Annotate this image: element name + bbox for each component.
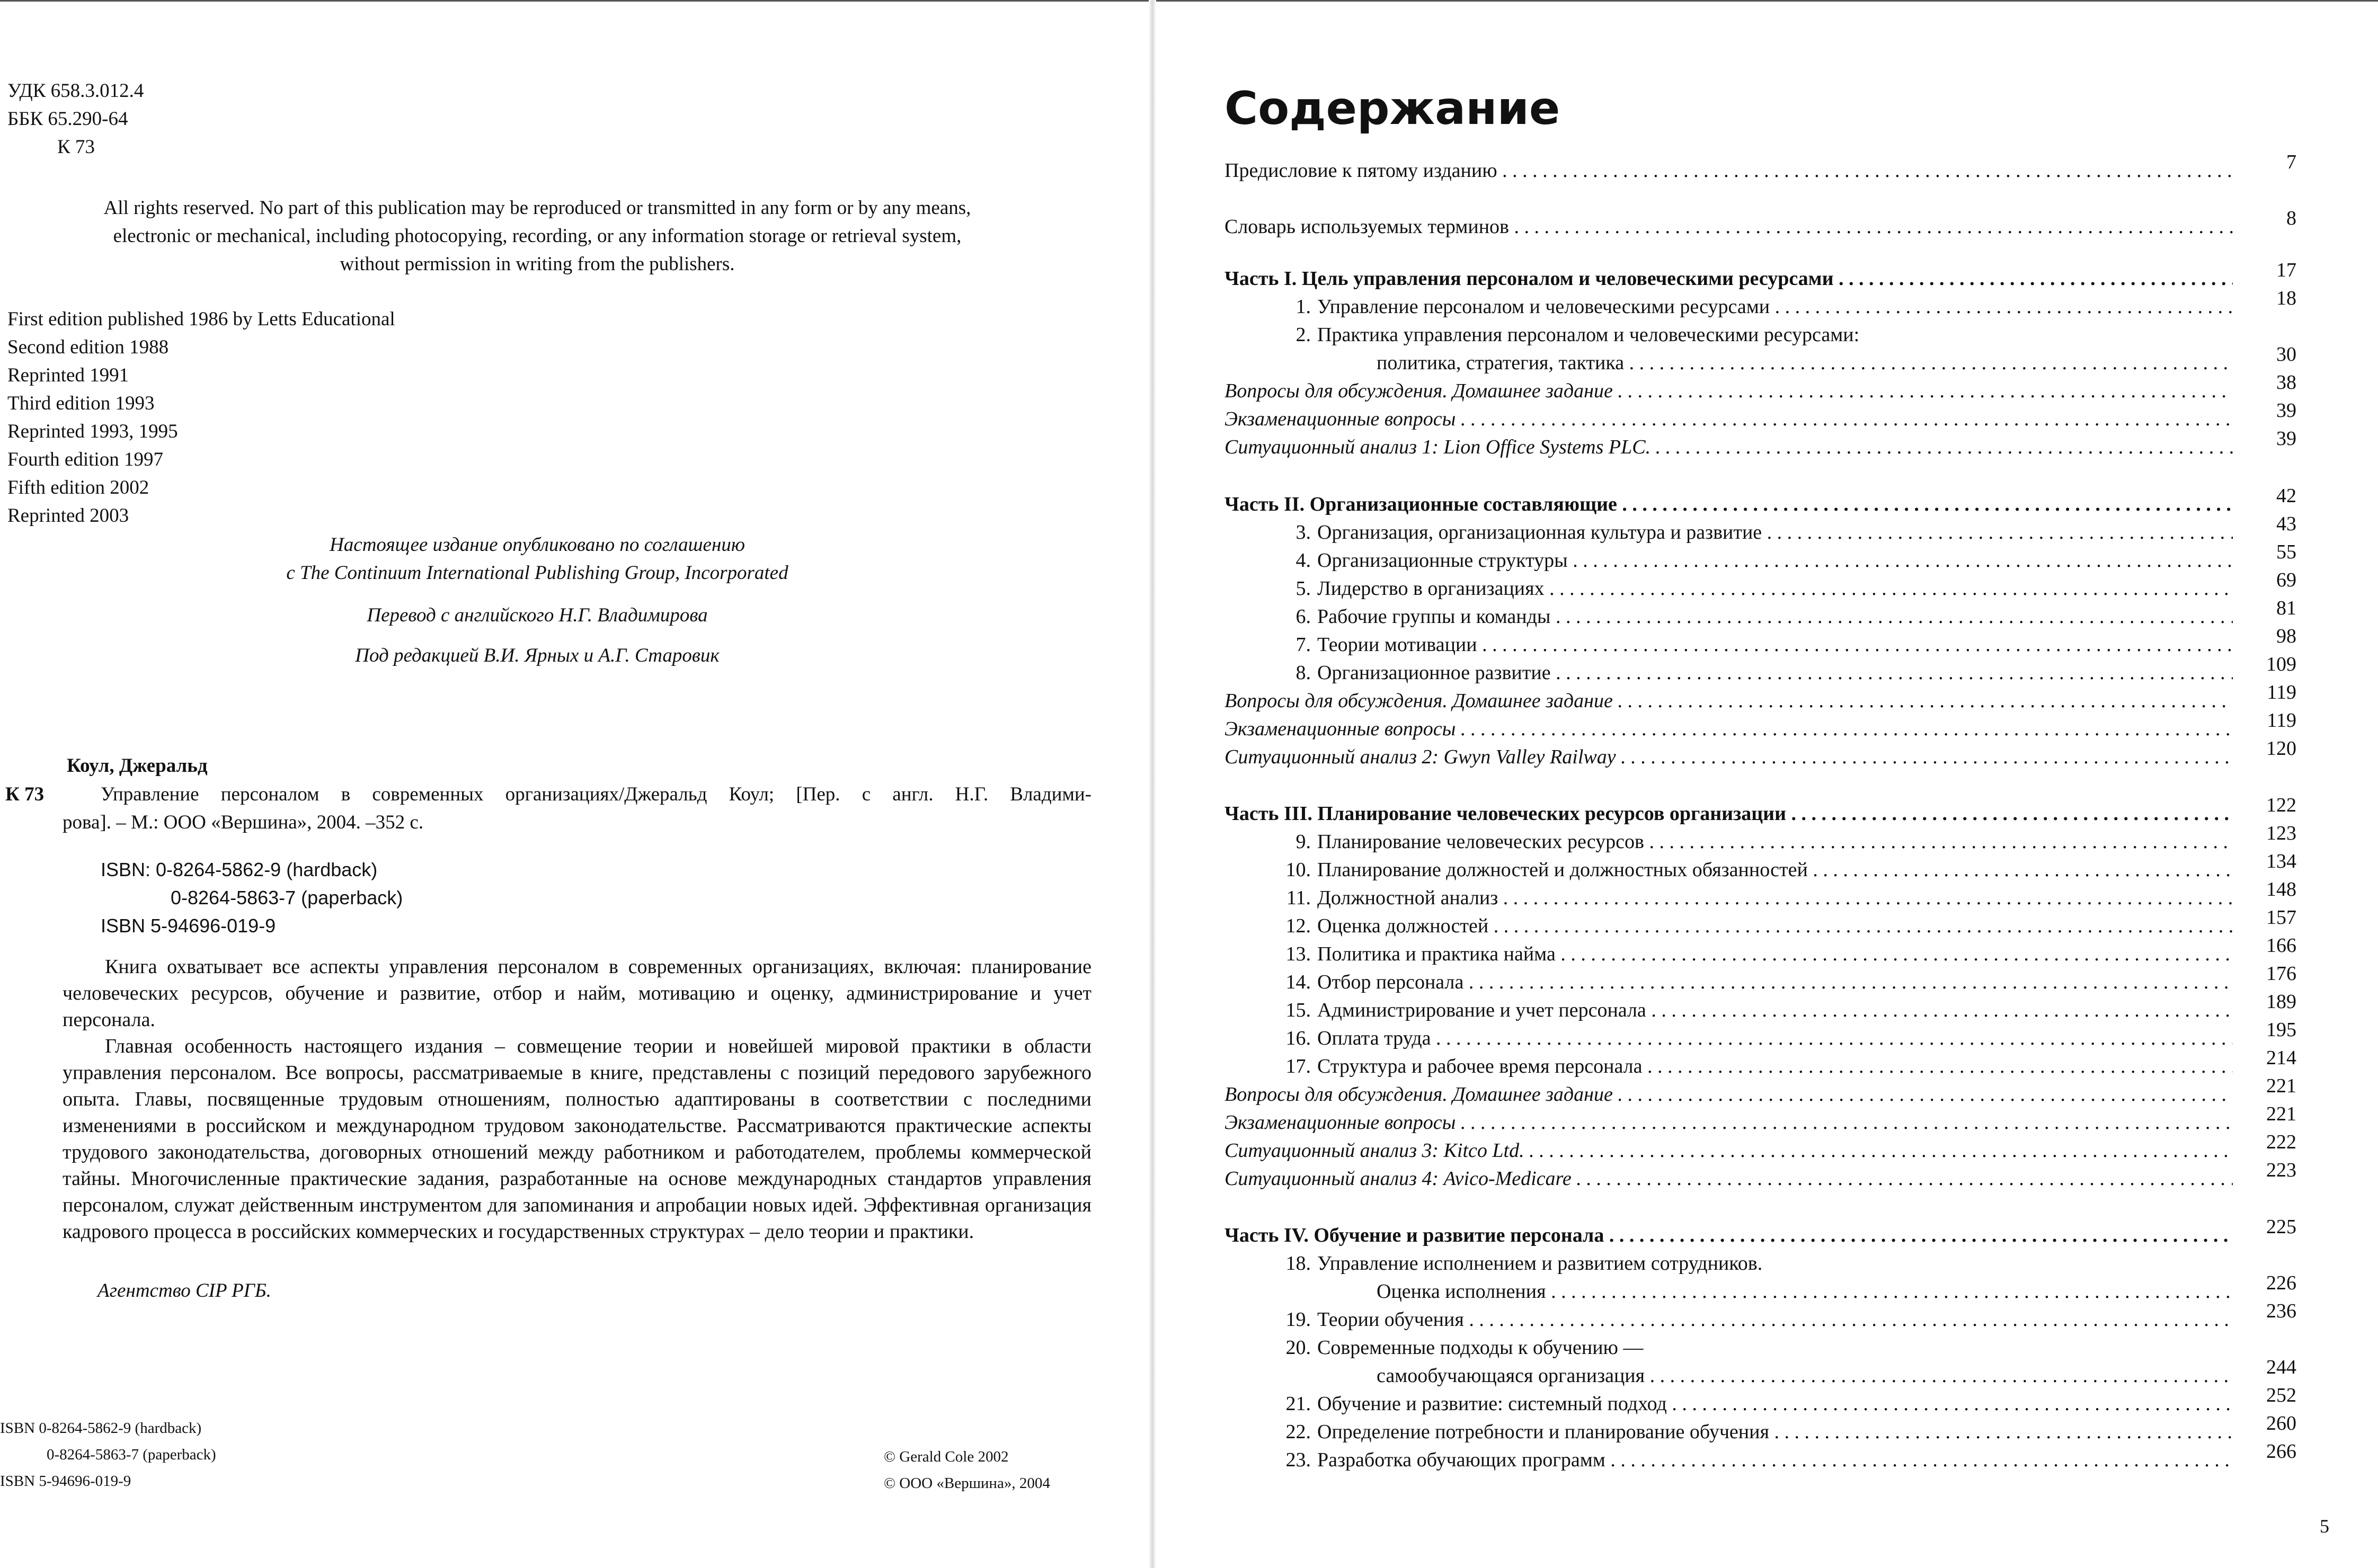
toc-entry-text <box>1225 1137 2233 1165</box>
toc-part <box>1225 259 2296 293</box>
bottom-isbn: 0-8264-5863-7 (paperback) <box>47 1446 216 1463</box>
toc-entry <box>1225 541 2296 575</box>
toc-entry-text <box>1225 157 2233 185</box>
toc-entry-title: самообучающаяся организация <box>1377 1365 1645 1387</box>
toc-entry <box>1225 1334 2296 1362</box>
toc-entry-number: 17. <box>1285 1055 1311 1077</box>
toc-entry-text <box>1225 575 2233 603</box>
editors-line: Под редакцией В.И. Ярных и А.Г. Старовик <box>355 645 720 666</box>
toc-entry-title: Ситуационный анализ 1: Lion Office Systems PLC. <box>1225 436 1651 458</box>
toc-entry <box>1225 934 2296 968</box>
toc-entry <box>1225 321 2296 349</box>
toc-entry-number: 20. <box>1285 1337 1311 1359</box>
toc-entry-text <box>1225 1390 2233 1418</box>
toc-entry <box>1225 822 2296 856</box>
toc-entry-number: 21. <box>1285 1393 1311 1415</box>
toc-section <box>1225 371 2296 405</box>
toc-entry-title: Обучение и развитие: системный подход <box>1317 1393 1667 1415</box>
toc-entry-title: Оценка исполнения <box>1377 1280 1546 1303</box>
toc-part <box>1225 485 2296 519</box>
toc-entry-title: Разработка обучающих программ <box>1317 1449 1605 1471</box>
toc-entry-text <box>1225 1081 2233 1109</box>
toc-entry-text <box>1225 828 2233 856</box>
toc-entry <box>1225 963 2296 996</box>
toc-entry-number: 3. <box>1296 521 1311 544</box>
toc-entry <box>1225 287 2296 321</box>
toc-entry-text <box>1225 377 2233 405</box>
edition-line: Reprinted 2003 <box>7 505 129 527</box>
toc-entry-text <box>1225 1334 2296 1362</box>
toc-entry-number: 13. <box>1285 943 1311 965</box>
toc-page-number: 214 <box>2266 1047 2296 1069</box>
toc-entry-title: Оценка должностей <box>1317 915 1489 937</box>
toc-entry-number: 12. <box>1285 915 1311 937</box>
toc-page-number: 166 <box>2266 934 2296 957</box>
toc-entry-title: Современные подходы к обучению — <box>1317 1337 1644 1359</box>
toc-section <box>1225 737 2296 771</box>
toc-entry <box>1225 1250 2296 1278</box>
toc-entry-number: 5. <box>1296 577 1311 600</box>
toc-entry-title: Должностной анализ <box>1317 887 1498 909</box>
toc-page-number: 122 <box>2266 794 2296 816</box>
toc-entry-text <box>1225 1250 2296 1278</box>
toc-entry-text <box>1225 321 2296 349</box>
copyright-line: © Gerald Cole 2002 <box>884 1448 1009 1465</box>
toc-entry <box>1225 1440 2296 1474</box>
toc-page-number: 157 <box>2266 906 2296 929</box>
toc-entry-text <box>1225 800 2233 828</box>
agreement-line: Настоящее издание опубликовано по соглашению <box>330 534 745 556</box>
toc-entry-title: Практика управления персоналом и человеческими ресурсами: <box>1317 324 1860 346</box>
toc-entry-title: Отбор персонала <box>1317 971 1464 993</box>
toc-entry <box>1225 1300 2296 1334</box>
toc-entry <box>1225 343 2296 377</box>
toc-page-number: 42 <box>2276 485 2296 507</box>
toc-page-number: 7 <box>2286 151 2296 173</box>
toc-page-number: 39 <box>2276 427 2296 450</box>
toc-entry <box>1225 1019 2296 1053</box>
toc-entry-title: Управление исполнением и развитием сотрудников. <box>1317 1252 1763 1275</box>
author-heading: Коул, Джеральд <box>67 755 208 777</box>
toc-entry-text <box>1225 603 2233 631</box>
toc-entry-text <box>1225 1306 2233 1334</box>
toc-page-number: 81 <box>2276 597 2296 619</box>
toc-page-number: 69 <box>2276 569 2296 591</box>
toc-section <box>1225 399 2296 433</box>
toc-entry-text <box>1225 519 2233 547</box>
toc-entry-number: 16. <box>1285 1027 1311 1049</box>
toc-entry-title: Ситуационный анализ 4: Avico-Medicare <box>1225 1168 1572 1190</box>
contents-page <box>1155 0 2378 1568</box>
toc-page-number: 225 <box>2266 1216 2296 1238</box>
toc-entry-title: Вопросы для обсуждения. Домашнее задание <box>1225 690 1613 712</box>
page-number: 5 <box>2320 1516 2329 1537</box>
page-title: Содержание <box>1225 82 1560 135</box>
udk-line: УДК 658.3.012.4 <box>7 80 144 102</box>
toc-page-number: 176 <box>2266 963 2296 985</box>
agency-line: Агентство CIP РГБ. <box>97 1280 271 1302</box>
rights-line: without permission in writing from the publishers. <box>340 253 735 275</box>
toc-page-number: 195 <box>2266 1019 2296 1041</box>
toc-entry <box>1225 1272 2296 1306</box>
toc-page-number: 260 <box>2266 1412 2296 1435</box>
toc-section <box>1225 681 2296 715</box>
toc-page-number: 221 <box>2266 1103 2296 1125</box>
toc-entry-text <box>1225 1418 2233 1446</box>
toc-entry-number: 11. <box>1286 887 1311 909</box>
toc-page-number: 30 <box>2276 343 2296 366</box>
toc-entry-text <box>1225 940 2233 968</box>
toc-entry-title: Предисловие к пятому изданию <box>1225 159 1497 182</box>
toc-page-number: 244 <box>2266 1356 2296 1378</box>
toc-section <box>1225 1075 2296 1109</box>
toc-entry-title: Организация, организационная культура и развитие <box>1317 521 1762 544</box>
toc-page-number: 189 <box>2266 991 2296 1013</box>
toc-entry-number: 1. <box>1296 296 1311 318</box>
toc-entry-title: Часть III. Планирование человеческих ресурсов организации <box>1225 803 1786 825</box>
toc-entry-number: 23. <box>1285 1449 1311 1471</box>
toc-entry <box>1225 1412 2296 1446</box>
toc-entry-text <box>1225 856 2233 884</box>
toc-entry-title: Теории обучения <box>1317 1308 1464 1331</box>
toc-entry-number: 9. <box>1296 831 1311 853</box>
toc-entry-title: Часть I. Цель управления персоналом и человеческими ресурсами <box>1225 268 1834 290</box>
bib-line: Управление персоналом в современных организациях/Джеральд Коул; [Пер. с англ. Н.Г. Владими- <box>101 783 1092 805</box>
toc-section <box>1225 1103 2296 1137</box>
translator-line: Перевод с английского Н.Г. Владимирова <box>367 604 708 626</box>
toc-entry <box>1225 653 2296 687</box>
toc-entry-title: Экзаменационные вопросы <box>1225 408 1456 430</box>
toc-page-number: 222 <box>2266 1131 2296 1153</box>
toc-entry-title: Экзаменационные вопросы <box>1225 1111 1456 1134</box>
edition-line: First edition published 1986 by Letts Educational <box>7 308 395 330</box>
toc-entry-text <box>1225 1362 2233 1390</box>
toc-entry-number: 2. <box>1296 324 1311 346</box>
toc-entry-text <box>1225 1053 2233 1081</box>
toc-page-number: 123 <box>2266 822 2296 844</box>
author-mark: К 73 <box>57 136 95 158</box>
toc-entry-title: политика, стратегия, тактика <box>1377 352 1625 374</box>
edition-line: Reprinted 1993, 1995 <box>7 421 178 442</box>
edition-line: Third edition 1993 <box>7 393 155 414</box>
isbn-line: ISBN: 0-8264-5862-9 (hardback) <box>101 859 378 880</box>
copyright-line: © ООО «Вершина», 2004 <box>884 1475 1050 1492</box>
toc-entry-text <box>1225 547 2233 575</box>
toc-entry <box>1225 850 2296 884</box>
toc-entry-title: Планирование человеческих ресурсов <box>1317 831 1644 853</box>
bbk-line: ББК 65.290-64 <box>7 108 128 130</box>
toc-page-number: 221 <box>2266 1075 2296 1097</box>
toc-entry-title: Ситуационный анализ 3: Kitco Ltd. <box>1225 1139 1524 1162</box>
toc-entry-title: Планирование должностей и должностных обязанностей <box>1317 859 1808 881</box>
toc-entry-text <box>1225 687 2233 715</box>
catalog-code: К 73 <box>5 783 45 805</box>
toc-entry-text <box>1225 968 2233 996</box>
toc-entry-text <box>1225 884 2233 912</box>
toc-entry <box>1225 513 2296 547</box>
rights-line: All rights reserved. No part of this publication may be reproduced or transmitted in any form or by any means, <box>103 197 971 219</box>
toc-entry-title: Политика и практика найма <box>1317 943 1556 965</box>
toc-page-number: 39 <box>2276 399 2296 422</box>
toc-page-number: 266 <box>2266 1440 2296 1463</box>
agreement-line: с The Continuum International Publishing Group, Incorporated <box>286 562 788 584</box>
toc-entry-text <box>1225 1024 2233 1053</box>
toc-entry <box>1225 207 2296 241</box>
toc-page-number: 43 <box>2276 513 2296 535</box>
edition-line: Second edition 1988 <box>7 336 169 358</box>
toc-entry-text <box>1225 659 2233 687</box>
toc-page-number: 236 <box>2266 1300 2296 1322</box>
toc-entry <box>1225 597 2296 631</box>
toc-entry-title: Организационное развитие <box>1317 662 1551 684</box>
toc-entry-title: Определение потребности и планирование обучения <box>1317 1421 1769 1443</box>
toc-page-number: 17 <box>2276 259 2296 281</box>
imprint-page <box>0 0 1155 1568</box>
toc-entry-title: Ситуационный анализ 2: Gwyn Valley Railway <box>1225 746 1616 768</box>
toc-entry-title: Управление персоналом и человеческими ресурсами <box>1317 296 1770 318</box>
bib-line: рова]. – М.: ООО «Вершина», 2004. –352 с. <box>63 812 424 833</box>
toc-page-number: 134 <box>2266 850 2296 872</box>
toc-entry-title: Теории мотивации <box>1317 634 1477 656</box>
toc-entry <box>1225 1356 2296 1390</box>
toc-section <box>1225 1159 2296 1193</box>
toc-page-number: 38 <box>2276 371 2296 394</box>
toc-entry-title: Вопросы для обсуждения. Домашнее задание <box>1225 1083 1613 1106</box>
bottom-isbn: ISBN 0-8264-5862-9 (hardback) <box>0 1420 202 1437</box>
toc-entry-title: Оплата труда <box>1317 1027 1431 1049</box>
toc-entry-number: 4. <box>1296 549 1311 572</box>
toc-entry <box>1225 1047 2296 1081</box>
toc-section <box>1225 709 2296 743</box>
toc-entry-title: Структура и рабочее время персонала <box>1317 1055 1643 1077</box>
toc-entry-title: Рабочие группы и команды <box>1317 605 1551 628</box>
annotation-paragraph: Главная особенность настоящего издания – совмещение теории и новейшей мировой практики в области управления персоналом. Все вопросы, рассматриваемые в книге, представлены с позиций передового зарубежного опыта. Главы, посвященные трудовым отношениям, полностью адаптированы в соответствии с последними изменениями в российском и международном трудовом законодательстве. Рассматриваются практические аспекты трудового законодательства, договорных отношений между работником и работодателем, проблемы коммерческой тайны. Многочисленные практические задания, разработанные на основе международных стандартов управления персоналом, служат действенным инструментом для запоминания и апробации новых идей. Эффективная организация кадрового процесса в российских коммерческих и государственных структурах – дело теории и практики. <box>63 1035 1092 1243</box>
toc-part <box>1225 794 2296 828</box>
toc-page-number: 226 <box>2266 1272 2296 1294</box>
rights-line: electronic or mechanical, including photocopying, recording, or any information storage or retrieval system, <box>113 225 962 247</box>
edition-line: Fifth edition 2002 <box>7 477 149 498</box>
toc-entry <box>1225 991 2296 1024</box>
toc-entry-text <box>1225 433 2233 461</box>
toc-entry-text <box>1225 715 2233 743</box>
toc-entry <box>1225 569 2296 603</box>
toc-entry <box>1225 906 2296 940</box>
toc-page-number: 8 <box>2286 207 2296 229</box>
toc-entry-text <box>1225 743 2233 771</box>
toc-entry-title: Часть IV. Обучение и развитие персонала <box>1225 1224 1604 1246</box>
toc-entry-text <box>1225 405 2233 433</box>
toc-entry-text <box>1225 912 2233 940</box>
annotation-paragraph: Книга охватывает все аспекты управления персоналом в современных организациях, включая: планирование человеческих ресурсов, обучение и развитие, отбор и найм, мотивацию и оценку, администрирование и учет персонала. <box>63 956 1092 1031</box>
isbn-line: 0-8264-5863-7 (paperback) <box>171 887 403 908</box>
toc-entry-text <box>1225 996 2233 1024</box>
toc-entry-number: 19. <box>1285 1308 1311 1331</box>
toc-entry-number: 14. <box>1285 971 1311 993</box>
toc-entry-number: 18. <box>1285 1252 1311 1275</box>
toc-entry-text <box>1225 1222 2233 1250</box>
toc-entry-number: 8. <box>1296 662 1311 684</box>
toc-entry-text <box>1225 1109 2233 1137</box>
toc-page-number: 223 <box>2266 1159 2296 1181</box>
edition-line: Reprinted 1991 <box>7 364 129 386</box>
toc-page-number: 109 <box>2266 653 2296 675</box>
toc-entry-number: 6. <box>1296 605 1311 628</box>
toc-entry-title: Организационные структуры <box>1317 549 1568 572</box>
toc-page-number: 119 <box>2267 709 2296 732</box>
toc-entry-text <box>1225 349 2233 377</box>
toc-entry-title: Экзаменационные вопросы <box>1225 718 1456 740</box>
toc-entry-title: Часть II. Организационные составляющие <box>1225 493 1617 515</box>
toc-entry-title: Лидерство в организациях <box>1317 577 1545 600</box>
toc-entry-text <box>1225 293 2233 321</box>
toc-entry-title: Словарь используемых терминов <box>1225 216 1509 238</box>
toc-part <box>1225 1216 2296 1250</box>
toc-entry-number: 7. <box>1296 634 1311 656</box>
toc-entry <box>1225 1384 2296 1418</box>
toc-entry <box>1225 878 2296 912</box>
bottom-isbn: ISBN 5-94696-019-9 <box>0 1473 131 1490</box>
toc-entry-text <box>1225 491 2233 519</box>
toc-section <box>1225 1131 2296 1165</box>
toc-entry-text <box>1225 1278 2233 1306</box>
toc-entry-title: Администрирование и учет персонала <box>1317 999 1646 1021</box>
toc-page-number: 252 <box>2266 1384 2296 1406</box>
toc-page-number: 18 <box>2276 287 2296 309</box>
toc-entry-text <box>1225 1446 2233 1474</box>
toc-entry-text <box>1225 631 2233 659</box>
toc-page-number: 120 <box>2266 737 2296 760</box>
toc-entry-title: Вопросы для обсуждения. Домашнее задание <box>1225 380 1613 402</box>
toc-entry-number: 15. <box>1285 999 1311 1021</box>
toc-page-number: 98 <box>2276 625 2296 647</box>
isbn-line: ISBN 5-94696-019-9 <box>101 915 276 937</box>
annotation <box>63 954 1092 1245</box>
toc-entry <box>1225 625 2296 659</box>
toc-entry-text <box>1225 1165 2233 1193</box>
toc-page-number: 55 <box>2276 541 2296 563</box>
toc-entry-number: 22. <box>1285 1421 1311 1443</box>
edition-line: Fourth edition 1997 <box>7 449 163 470</box>
toc-section <box>1225 427 2296 461</box>
toc-entry-number: 10. <box>1285 859 1311 881</box>
toc-entry <box>1225 151 2296 185</box>
toc-entry-text <box>1225 213 2233 241</box>
toc-page-number: 119 <box>2267 681 2296 703</box>
toc-page-number: 148 <box>2266 878 2296 901</box>
toc-entry-text <box>1225 265 2233 293</box>
